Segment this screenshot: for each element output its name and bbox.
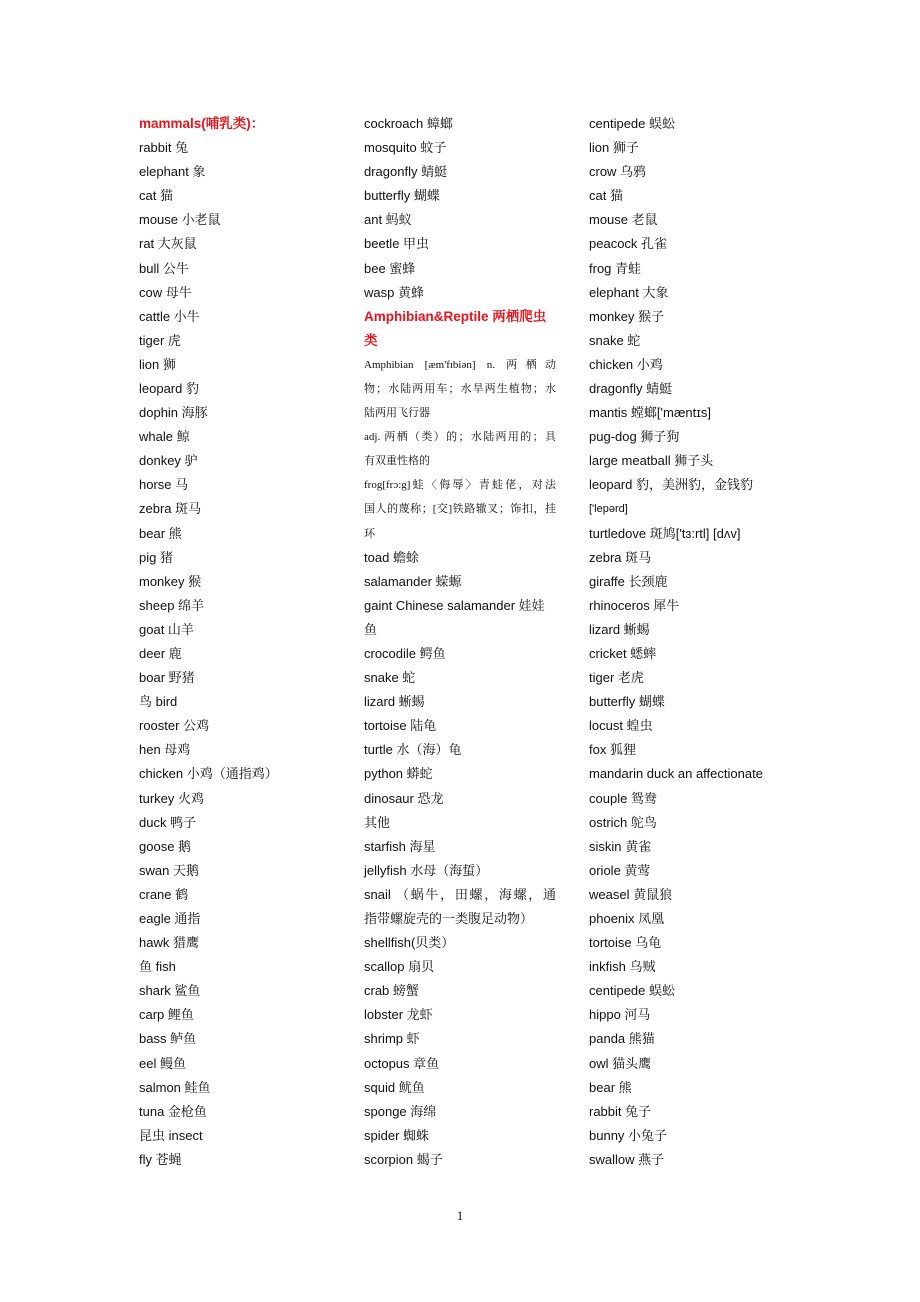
section-heading: mammals(哺乳类)： [139,116,265,131]
vocab-line: 鱼 fish [139,959,176,975]
vocab-line: gaint Chinese salamander 娃娃 [364,597,545,613]
vocab-line: siskin 黄雀 [589,838,652,854]
vocab-line: dragonfly 蜻蜓 [364,164,448,180]
vocab-line: turtle 水（海）龟 [364,742,462,758]
vocab-line: bull 公牛 [139,260,189,276]
vocab-line: leopard 豹 [139,380,199,396]
vocab-line: 鸟 bird [139,694,178,710]
vocab-line: rabbit 兔 [139,140,189,156]
vocab-line: adj. 两栖（类）的；水陆两用的；具 [364,431,556,444]
vocab-line: cat 猫 [589,188,623,204]
vocab-line: chicken 小鸡 [589,356,663,372]
vocab-line: snake 蛇 [364,670,416,686]
vocab-line: 昆虫 insect [139,1127,203,1143]
vocab-line: crocodile 鳄鱼 [364,645,446,661]
vocab-line: octopus 章鱼 [364,1055,440,1071]
vocab-line: jellyfish 水母（海蜇） [364,862,489,878]
vocab-line: oriole 黄莺 [589,862,651,878]
vocab-line: bear 熊 [589,1079,632,1095]
vocab-line: lion 狮子 [589,140,639,156]
vocab-line: deer 鹿 [139,645,182,661]
vocab-line: cattle 小牛 [139,308,200,324]
vocab-line: starfish 海星 [364,838,436,854]
vocab-line: dinosaur 恐龙 [364,790,444,806]
vocab-line: spider 蜘蛛 [364,1127,430,1143]
section-heading: Amphibian&Reptile 两栖爬虫 [364,308,547,324]
vocab-line: zebra 斑马 [589,549,652,565]
vocab-line: goat 山羊 [139,621,194,637]
vocab-line: locust 蝗虫 [589,718,653,734]
vocab-line: centipede 蜈蚣 [589,983,675,999]
vocab-line: fly 苍蝇 [139,1151,182,1167]
vocab-line: carp 鲤鱼 [139,1007,194,1023]
vocab-line: tortoise 乌龟 [589,935,662,951]
vocab-line: mandarin duck an affectionate [589,766,763,782]
vocab-line: Amphibian [æm'fɪbiən] n. 两栖动 [364,358,556,371]
vocab-line: weasel 黄鼠狼 [589,886,673,902]
vocab-line: tiger 虎 [139,332,181,348]
vocab-line: beetle 甲虫 [364,236,430,252]
vocab-line: turkey 火鸡 [139,790,205,806]
vocab-line: pig 猪 [139,549,173,565]
vocab-line: sheep 绵羊 [139,597,205,613]
vocab-line: monkey 猴 [139,573,202,589]
vocab-line: lion 狮 [139,356,176,372]
vocab-line: bunny 小兔子 [589,1127,668,1143]
page-number: 1 [456,1208,464,1223]
vocab-line: leopard 豹，美洲豹，金钱豹 [589,477,753,493]
vocab-line: swallow 燕子 [589,1151,665,1167]
vocab-line: snail （蜗牛，田螺，海螺，通 [364,886,556,902]
vocab-line: large meatball 狮子头 [589,453,714,469]
vocab-line: butterfly 蝴蝶 [364,188,440,204]
vocab-line: 有双重性格的 [364,455,430,468]
vocab-line: dragonfly 蜻蜓 [589,380,673,396]
vocab-line: goose 鹅 [139,838,192,854]
vocab-line: inkfish 乌贼 [589,959,656,975]
vocab-line: salamander 蝾螈 [364,573,462,589]
vocab-line: butterfly 蝴蝶 [589,694,665,710]
vocab-line: peacock 孔雀 [589,236,668,252]
vocab-line: rat 大灰鼠 [139,236,197,252]
vocab-line: couple 鸳鸯 [589,790,657,806]
vocab-line: python 蟒蛇 [364,766,433,782]
vocab-line: horse 马 [139,477,189,493]
vocab-line: eagle 通指 [139,910,201,926]
vocab-line: 其他 [364,814,391,830]
vocab-line: squid 鱿鱼 [364,1079,425,1095]
vocab-line: lizard 蜥蜴 [589,621,650,637]
vocab-line: scallop 扇贝 [364,959,435,975]
vocab-line: salmon 鲑鱼 [139,1079,211,1095]
vocab-line: shark 鲨鱼 [139,983,201,999]
vocab-line: crab 螃蟹 [364,983,419,999]
vocab-line: bear 熊 [139,525,182,541]
vocab-line: owl 猫头鹰 [589,1055,652,1071]
vocab-line: cat 猫 [139,188,173,204]
vocab-line: 环 [364,527,375,540]
vocab-line: mantis 螳螂['mæntɪs] [589,405,711,421]
vocab-line: rhinoceros 犀牛 [589,597,680,613]
vocab-line: rabbit 兔子 [589,1103,652,1119]
vocab-line: hippo 河马 [589,1007,651,1023]
vocab-line: chicken 小鸡（通指鸡） [139,766,278,782]
vocab-line: ostrich 鸵鸟 [589,814,657,830]
vocab-line: 国人的蔑称；[交]铁路辙叉；饰扣，挂 [364,503,556,516]
vocab-line: tiger 老虎 [589,670,644,686]
vocab-line: 物；水陆两用车；水旱两生植物；水 [364,382,556,395]
vocab-line: eel 鳗鱼 [139,1055,186,1071]
vocab-line: hawk 猎鹰 [139,935,199,951]
vocab-line: 鱼 [364,621,378,637]
vocab-line: mouse 小老鼠 [139,212,221,228]
vocab-line: centipede 蜈蚣 [589,116,675,131]
vocab-line: hen 母鸡 [139,742,191,758]
vocab-line: monkey 猴子 [589,308,665,324]
vocab-line: 指带螺旋壳的一类腹足动物） [364,910,534,926]
vocab-line: frog[frɔ:g]蛙〈侮辱〉青蛙佬，对法 [364,479,556,492]
vocab-line: donkey 驴 [139,453,198,469]
vocab-line: 陆两用飞行器 [364,407,430,420]
vocab-line: turtledove 斑鸠['tɜ:rtl] [dʌv] [589,525,741,541]
vocab-line: giraffe 长颈鹿 [589,573,668,589]
vocab-line: bass 鲈鱼 [139,1031,197,1047]
vocab-line: wasp 黄蜂 [364,284,424,300]
vocab-line: elephant 象 [139,164,206,180]
vocab-line: swan 天鹅 [139,862,199,878]
vocab-line: tuna 金枪鱼 [139,1103,207,1119]
vocab-line: cricket 蟋蟀 [589,645,657,661]
vocab-line: phoenix 凤凰 [589,910,665,926]
vocab-line: rooster 公鸡 [139,718,210,734]
vocab-line: elephant 大象 [589,284,669,300]
vocab-line: ['lepərd] [589,503,628,516]
vocab-line: dophin 海豚 [139,405,208,421]
vocab-line: ant 蚂蚁 [364,212,412,228]
vocab-line: frog 青蛙 [589,260,642,276]
vocab-line: fox 狐狸 [589,742,636,758]
vocab-line: crow 乌鸦 [589,164,647,180]
vocab-line: panda 熊猫 [589,1031,655,1047]
vocab-line: sponge 海绵 [364,1103,437,1119]
vocab-line: duck 鸭子 [139,814,197,830]
vocab-line: toad 蟾蜍 [364,549,419,565]
vocab-line: cockroach 蟑螂 [364,116,453,131]
vocab-line: scorpion 蝎子 [364,1151,443,1167]
vocab-line: cow 母牛 [139,284,192,300]
vocab-line: mosquito 蚊子 [364,140,447,156]
vocab-line: bee 蜜蜂 [364,260,416,276]
section-heading: 类 [364,332,378,348]
vocab-line: mouse 老鼠 [589,212,658,228]
vocab-line: lizard 蜥蜴 [364,694,425,710]
vocab-line: snake 蛇 [589,332,641,348]
vocab-line: tortoise 陆龟 [364,718,437,734]
vocab-line: lobster 龙虾 [364,1007,433,1023]
vocab-line: shrimp 虾 [364,1031,420,1047]
vocab-line: pug-dog 狮子狗 [589,429,680,445]
vocab-line: whale 鲸 [139,429,190,445]
vocab-line: crane 鹤 [139,886,189,902]
vocab-line: shellfish(贝类） [364,935,455,951]
vocab-line: zebra 斑马 [139,501,202,517]
vocab-line: boar 野猪 [139,670,195,686]
